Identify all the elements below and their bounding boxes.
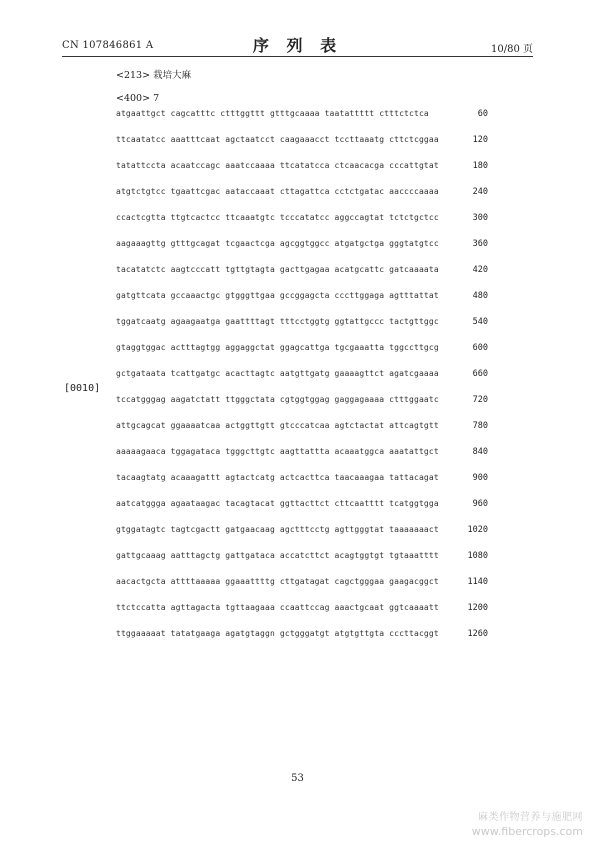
sequence-line bbox=[116, 213, 488, 239]
watermark-text: 麻类作物营养与施肥网 bbox=[478, 812, 583, 823]
sequence-line bbox=[116, 109, 488, 135]
sequence-text: gattgcaaag aatttagctg gattgataca accatcttct acagtggtgt tgtaaatttt bbox=[116, 551, 439, 560]
sequence-listing bbox=[116, 109, 488, 655]
sequence-text: aaaaagaaca tggagataca tgggcttgtc aagttattta acaaatggca aaatattgct bbox=[116, 447, 439, 456]
watermark-url: www.fibercrops.com bbox=[471, 825, 583, 838]
sequence-line bbox=[116, 395, 488, 421]
sequence-position-number: 1140 bbox=[467, 577, 488, 587]
sequence-line bbox=[116, 239, 488, 265]
sequence-position-number: 300 bbox=[472, 213, 488, 223]
sequence-text: atgtctgtcc tgaattcgac aataccaaat cttagattca cctctgatac aaccccaaaa bbox=[116, 187, 439, 196]
page-indicator: 10/80 页 bbox=[491, 44, 533, 55]
sequence-line bbox=[116, 343, 488, 369]
sequence-position-number: 720 bbox=[472, 395, 488, 405]
sequence-position-number: 840 bbox=[472, 447, 488, 457]
sequence-position-number: 900 bbox=[472, 473, 488, 483]
sequence-line bbox=[116, 629, 488, 655]
sequence-position-number: 120 bbox=[472, 135, 488, 145]
watermark bbox=[472, 808, 583, 838]
sequence-line bbox=[116, 447, 488, 473]
sequence-text: ttcaatatcc aaatttcaat agctaatcct caagaaacct tccttaaatg cttctcggaa bbox=[116, 135, 439, 144]
sequence-position-number: 1260 bbox=[467, 629, 488, 639]
sequence-text: tccatgggag aagatctatt ttgggctata cgtggtggag gaggagaaaa ctttggaatc bbox=[116, 395, 439, 404]
sequence-position-number: 1080 bbox=[467, 551, 488, 561]
sequence-position-number: 540 bbox=[472, 317, 488, 327]
sequence-position-number: 60 bbox=[477, 109, 488, 119]
sequence-position-number: 180 bbox=[472, 161, 488, 171]
sequence-position-number: 240 bbox=[472, 187, 488, 197]
sequence-text: aatcatggga agaataagac tacagtacat ggttacttct cttcaatttt tcatggtgga bbox=[116, 499, 439, 508]
sequence-id-field: <400> 7 bbox=[116, 93, 160, 104]
sequence-line bbox=[116, 291, 488, 317]
sequence-line bbox=[116, 265, 488, 291]
sequence-text: gtggatagtc tagtcgactt gatgaacaag agctttcctg agttgggtat taaaaaaact bbox=[116, 525, 439, 534]
sequence-text: aacactgcta attttaaaaa ggaaattttg cttgatagat cagctgggaa gaagacggct bbox=[116, 577, 439, 586]
paragraph-tag: [0010] bbox=[64, 383, 101, 394]
sequence-text: tacatatctc aagtcccatt tgttgtagta gacttgagaa acatgcattc gatcaaaata bbox=[116, 265, 439, 274]
sequence-position-number: 660 bbox=[472, 369, 488, 379]
sequence-line bbox=[116, 161, 488, 187]
sequence-text: gatgttcata gccaaactgc gtgggttgaa gccggagcta cccttggaga agtttattat bbox=[116, 291, 439, 300]
sequence-line bbox=[116, 525, 488, 551]
sequence-position-number: 360 bbox=[472, 239, 488, 249]
patent-number: CN 107846861 A bbox=[62, 40, 154, 51]
sequence-text: gctgataata tcattgatgc acacttagtc aatgttgatg gaaaagttct agatcgaaaa bbox=[116, 369, 439, 378]
sequence-position-number: 960 bbox=[472, 499, 488, 509]
sequence-text: tggatcaatg agaagaatga gaattttagt tttcctggtg ggtattgccc tactgttggc bbox=[116, 317, 439, 326]
sequence-text: atgaattgct cagcatttc ctttggttt gtttgcaaaa taatattttt ctttctctca bbox=[116, 109, 429, 118]
sequence-position-number: 420 bbox=[472, 265, 488, 275]
sequence-text: ttggaaaaat tatatgaaga agatgtaggn gctgggatgt atgtgttgta cccttacggt bbox=[116, 629, 439, 638]
sequence-text: tatattccta acaatccagc aaatccaaaa ttcatatcca ctcaacacga cccattgtat bbox=[116, 161, 439, 170]
sequence-position-number: 1020 bbox=[467, 525, 488, 535]
page-number: 53 bbox=[291, 773, 304, 784]
sequence-text: attgcagcat ggaaaatcaa actggttgtt gtcccatcaa agtctactat attcagtgtt bbox=[116, 421, 439, 430]
page-title: 序 列 表 bbox=[252, 36, 343, 55]
sequence-line bbox=[116, 369, 488, 395]
sequence-position-number: 780 bbox=[472, 421, 488, 431]
sequence-text: tacaagtatg acaaagattt agtactcatg actcacttca taacaaagaa tattacagat bbox=[116, 473, 439, 482]
sequence-line bbox=[116, 577, 488, 603]
organism-field: <213> 栽培大麻 bbox=[116, 70, 192, 81]
sequence-line bbox=[116, 187, 488, 213]
sequence-line bbox=[116, 551, 488, 577]
sequence-text: aagaaagttg gtttgcagat tcgaactcga agcggtggcc atgatgctga gggtatgtcc bbox=[116, 239, 439, 248]
sequence-line bbox=[116, 603, 488, 629]
sequence-line bbox=[116, 317, 488, 343]
sequence-line bbox=[116, 421, 488, 447]
sequence-position-number: 1200 bbox=[467, 603, 488, 613]
sequence-text: ttctccatta agttagacta tgttaagaaa ccaattccag aaactgcaat ggtcaaaatt bbox=[116, 603, 439, 612]
sequence-position-number: 600 bbox=[472, 343, 488, 353]
sequence-line bbox=[116, 473, 488, 499]
sequence-text: gtaggtggac actttagtgg aggaggctat ggagcattga tgcgaaatta tggccttgcg bbox=[116, 343, 439, 352]
sequence-line bbox=[116, 499, 488, 525]
header-divider bbox=[62, 56, 533, 57]
sequence-line bbox=[116, 135, 488, 161]
sequence-text: ccactcgtta ttgtcactcc ttcaaatgtc tcccatatcc aggccagtat tctctgctcc bbox=[116, 213, 439, 222]
sequence-position-number: 480 bbox=[472, 291, 488, 301]
